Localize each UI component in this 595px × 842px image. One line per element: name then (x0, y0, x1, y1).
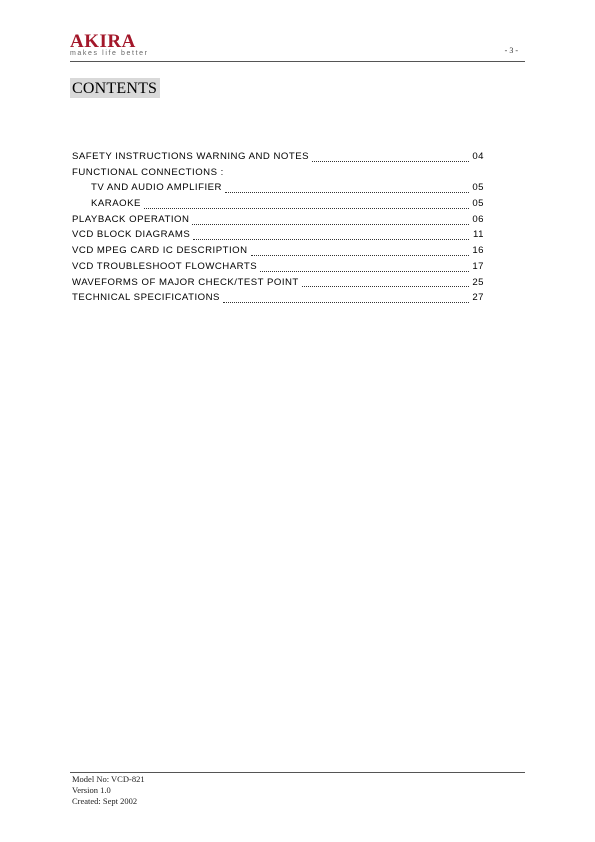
toc-entry-page: 17 (472, 260, 484, 272)
toc-entry-title: VCD MPEG CARD IC DESCRIPTION (72, 245, 248, 257)
toc-leader-dots (223, 301, 469, 303)
page-number: - 3 - (504, 46, 518, 55)
toc-entry-functional-connections (72, 167, 484, 183)
toc-leader-dots (302, 285, 469, 287)
toc-entry-mpeg-card[interactable] (72, 245, 484, 261)
header-divider (70, 61, 525, 62)
toc-leader-dots (312, 160, 469, 162)
logo-brand-text: AKIRA (70, 31, 136, 52)
toc-entry-karaoke[interactable] (72, 198, 484, 214)
toc-entry-page: 11 (473, 229, 484, 241)
toc-entry-title: PLAYBACK OPERATION (72, 213, 190, 225)
toc-entry-title: VCD BLOCK DIAGRAMS (72, 229, 191, 241)
toc-entry-page: 27 (472, 292, 484, 304)
footer (72, 774, 145, 807)
toc-entry-title: KARAOKE (91, 198, 141, 210)
toc-leader-dots (193, 238, 469, 240)
footer-divider (70, 772, 525, 773)
toc-entry-safety[interactable] (72, 151, 484, 167)
footer-version: Version 1.0 (72, 785, 111, 795)
logo-tagline: makes life better (70, 50, 149, 57)
toc-entry-page: 16 (472, 245, 484, 257)
toc-entry-page: 04 (472, 151, 484, 162)
toc-entry-title: FUNCTIONAL CONNECTIONS : (72, 166, 224, 178)
toc-entry-block-diagrams[interactable] (72, 229, 484, 245)
toc-leader-dots (192, 223, 469, 225)
toc-entry-playback-operation[interactable] (72, 214, 484, 230)
toc-entry-page: 05 (472, 182, 484, 194)
toc-leader-dots (225, 191, 469, 193)
toc-entry-tv-audio-amplifier[interactable] (72, 182, 484, 198)
toc-entry-title: VCD TROUBLESHOOT FLOWCHARTS (72, 260, 258, 272)
toc-entry-title: SAFETY INSTRUCTIONS WARNING AND NOTES (72, 151, 310, 162)
toc-leader-dots (144, 207, 469, 209)
footer-created: Created: Sept 2002 (72, 796, 138, 806)
toc-leader-dots (251, 254, 469, 256)
toc-entry-troubleshoot[interactable] (72, 261, 484, 277)
toc-leader-dots (260, 270, 469, 272)
toc-entry-title: TV AND AUDIO AMPLIFIER (91, 182, 222, 194)
toc-entry-page: 25 (472, 276, 484, 288)
toc-entry-page: 06 (472, 213, 484, 225)
toc-entry-page: 05 (472, 198, 484, 210)
akira-logo (70, 32, 150, 58)
footer-model: Model No: VCD-821 (72, 774, 145, 784)
toc-entry-technical-specs[interactable] (72, 292, 484, 308)
contents-heading: CONTENTS (70, 78, 160, 98)
toc-entry-title: TECHNICAL SPECIFICATIONS (72, 292, 220, 304)
table-of-contents (72, 151, 484, 308)
toc-entry-title: WAVEFORMS OF MAJOR CHECK/TEST POINT (72, 276, 299, 288)
toc-entry-waveforms[interactable] (72, 277, 484, 293)
